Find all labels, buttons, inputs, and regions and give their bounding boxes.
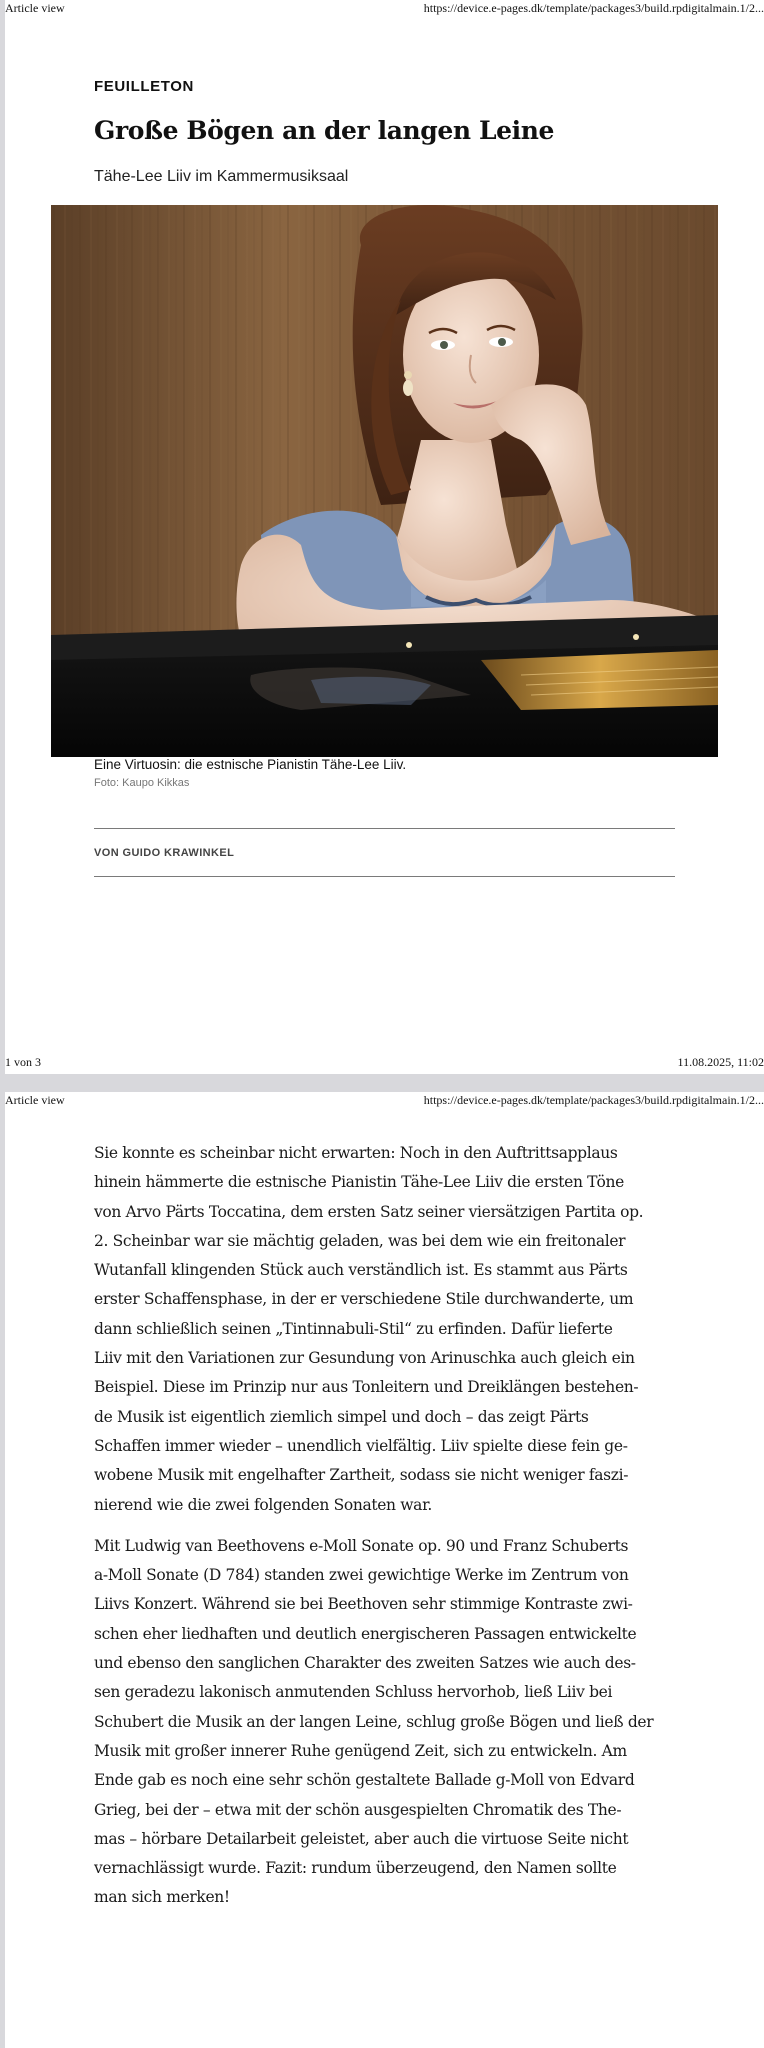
byline-divider-top: [94, 828, 675, 829]
text-line: Ende gab es noch eine sehr schön gestaltete Ballade g-Moll von Edvard: [94, 1771, 635, 1790]
photo-credit: Foto: Kaupo Kikkas: [94, 777, 190, 789]
text-line: Grieg, bei der – etwa mit der schön ausgespielten Chromatik des The-: [94, 1800, 622, 1819]
text-line: Liivs Konzert. Während sie bei Beethoven sehr stimmige Kontraste zwi-: [94, 1595, 633, 1614]
text-line: Liiv mit den Variationen zur Gesundung von Arinuschka auch gleich ein: [94, 1349, 635, 1368]
print-footer: [5, 1055, 764, 1070]
article-byline: VON GUIDO KRAWINKEL: [94, 847, 235, 859]
print-header-left: Article view: [5, 1, 65, 15]
text-line: a-Moll Sonate (D 784) standen zwei gewichtige Werke im Zentrum von: [94, 1566, 629, 1585]
text-line: von Arvo Pärts Toccatina, dem ersten Satz seiner viersätzigen Partita op.: [94, 1202, 644, 1221]
text-line: 2. Scheinbar war sie mächtig geladen, was bei dem wie ein freitonaler: [94, 1231, 626, 1250]
article-subtitle: Tähe-Lee Liiv im Kammermusiksaal: [94, 168, 349, 185]
print-header: [5, 1093, 764, 1108]
article-paragraph-2: [94, 1532, 684, 1913]
text-line: erster Schaffensphase, in der er verschiedene Stile durchwanderte, um: [94, 1290, 634, 1309]
text-line: vernachlässigt wurde. Fazit: rundum überzeugend, den Namen sollte: [94, 1859, 617, 1878]
text-line: schen eher liedhaften und deutlich energischeren Passagen entwickelte: [94, 1624, 637, 1643]
text-line: und ebenso den sanglichen Charakter des zweiten Satzes wie auch des-: [94, 1654, 636, 1673]
text-line: man sich merken!: [94, 1888, 230, 1907]
text-line: Musik mit großer innerer Ruhe genügend Zeit, sich zu entwickeln. Am: [94, 1741, 627, 1760]
print-header-url: https://device.e-pages.dk/template/packages3/build.rpdigitalmain.1/2...: [423, 1, 764, 15]
text-line: Schubert die Musik an der langen Leine, schlug große Bögen und ließ der: [94, 1712, 654, 1731]
print-timestamp: 11.08.2025, 11:02: [677, 1055, 764, 1069]
article-kicker: FEUILLETON: [94, 78, 194, 95]
text-line: Schaffen immer wieder – unendlich vielfältig. Liiv spielte diese fein ge-: [94, 1436, 628, 1455]
text-line: hinein hämmerte die estnische Pianistin Tähe-Lee Liiv die ersten Töne: [94, 1173, 624, 1192]
article-paragraph-1: [94, 1139, 684, 1520]
article-headline: Große Bögen an der langen Leine: [94, 116, 555, 145]
print-page-1: [5, 0, 764, 1074]
text-line: mas – hörbare Detailarbeit geleistet, aber auch die virtuose Seite nicht: [94, 1829, 629, 1848]
pianist-photo-illustration: [51, 205, 718, 757]
text-line: de Musik ist eigentlich ziemlich simpel und doch – das zeigt Pärts: [94, 1407, 589, 1426]
article-body: [94, 1139, 684, 1925]
print-header: [5, 1, 764, 16]
print-page-number: 1 von 3: [5, 1055, 41, 1069]
byline-divider-bottom: [94, 876, 675, 877]
article-photo: [51, 205, 718, 757]
text-line: wobene Musik mit engelhafter Zartheit, sodass sie nicht weniger faszi-: [94, 1466, 629, 1485]
text-line: Beispiel. Diese im Prinzip nur aus Tonleitern und Dreiklängen bestehen-: [94, 1378, 639, 1397]
text-line: dann schließlich seinen „Tintinnabuli-Stil“ zu erfinden. Dafür lieferte: [94, 1319, 613, 1338]
text-line: sen geradezu lakonisch anmutenden Schluss hervorhob, ließ Liiv bei: [94, 1683, 613, 1702]
text-line: Mit Ludwig van Beethovens e-Moll Sonate op. 90 und Franz Schuberts: [94, 1536, 629, 1555]
text-line: nierend wie die zwei folgenden Sonaten war.: [94, 1495, 433, 1514]
text-line: Wutanfall klingenden Stück auch verständlich ist. Es stammt aus Pärts: [94, 1261, 628, 1280]
text-line: Sie konnte es scheinbar nicht erwarten: Noch in den Auftrittsapplaus: [94, 1144, 618, 1162]
print-header-left: Article view: [5, 1093, 65, 1107]
print-header-url: https://device.e-pages.dk/template/packages3/build.rpdigitalmain.1/2...: [423, 1093, 764, 1107]
photo-caption: Eine Virtuosin: die estnische Pianistin Tähe-Lee Liiv.: [94, 757, 407, 772]
print-page-2: [5, 1092, 764, 2048]
